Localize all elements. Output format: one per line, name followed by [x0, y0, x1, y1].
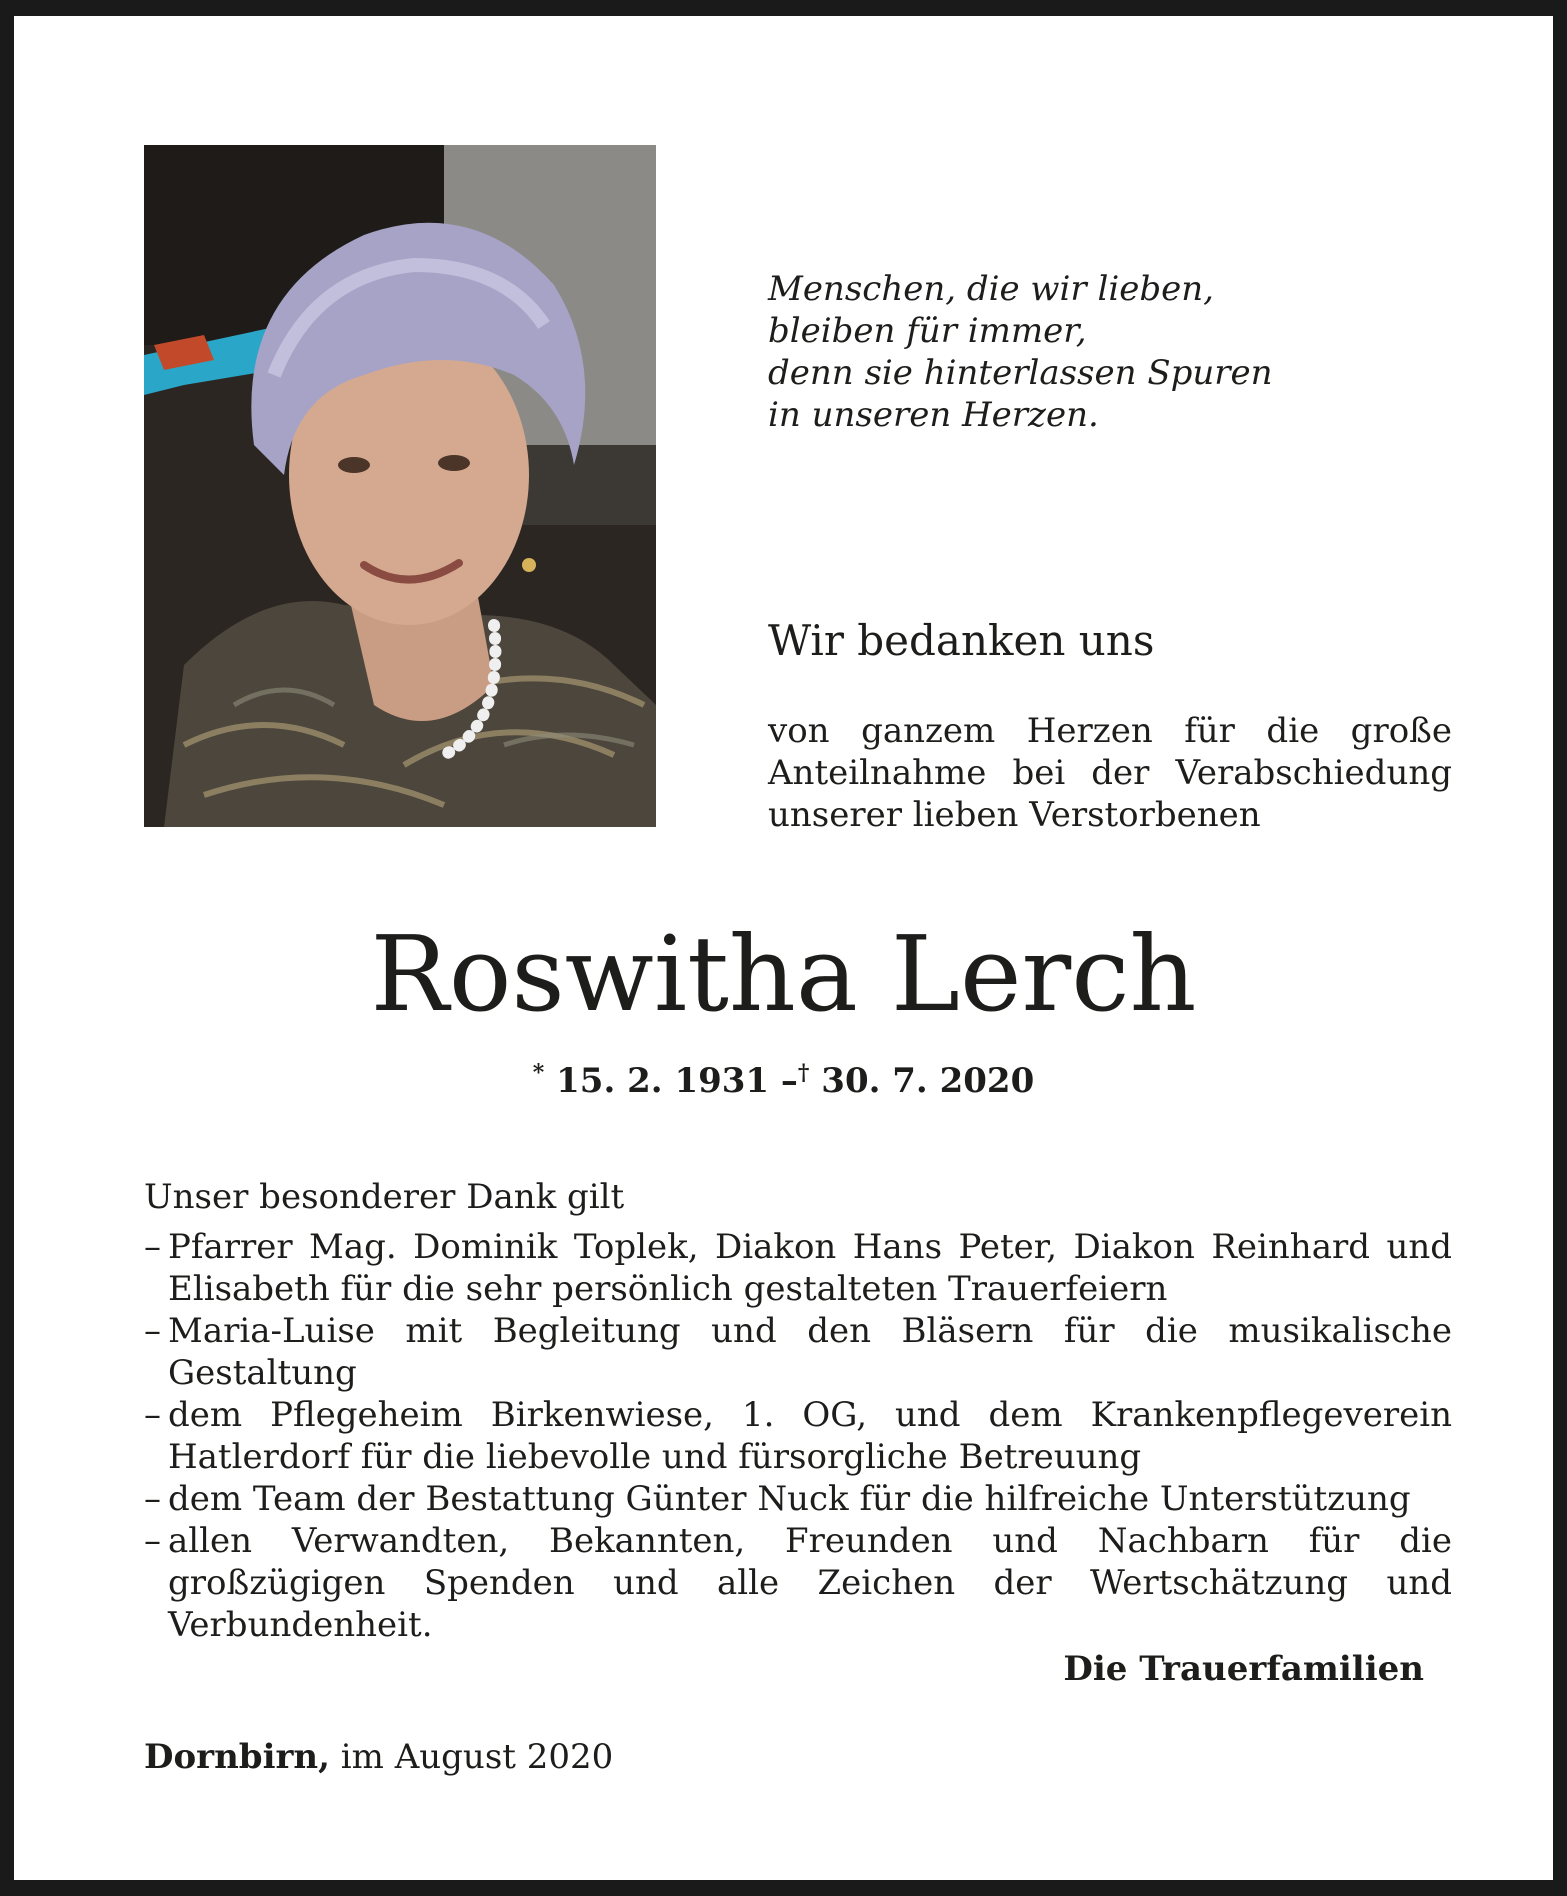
dash-bullet: – — [144, 1395, 161, 1435]
birth-date: 15. 2. 1931 — [556, 1061, 770, 1101]
portrait-photo — [144, 145, 656, 827]
list-item-text: Pfarrer Mag. Dominik Toplek, Diakon Hans Peter, Diakon Reinhard und Elisabeth für die sehr persönlich gestalteten Trauerfeiern — [168, 1227, 1452, 1309]
special-thanks-list — [144, 1226, 1452, 1646]
dash-bullet: – — [144, 1479, 161, 1519]
list-item — [144, 1478, 1452, 1520]
deceased-name: Roswitha Lerch — [370, 913, 1197, 1035]
date-separator: – — [780, 1061, 798, 1101]
place-date — [144, 1736, 613, 1778]
list-item — [144, 1226, 1452, 1310]
thanks-text: von ganzem Herzen für die große Anteilnahme bei der Verabschiedung unserer lieben Verstorbenen — [768, 711, 1452, 835]
birth-symbol: * — [532, 1060, 545, 1086]
thanks-heading: Wir bedanken uns — [768, 616, 1155, 665]
list-item-text: Maria-Luise mit Begleitung und den Bläsern für die musikalische Gestaltung — [168, 1311, 1452, 1393]
list-item — [144, 1310, 1452, 1394]
death-symbol: † — [797, 1060, 810, 1086]
place-date-text: im August 2020 — [340, 1737, 614, 1777]
dash-bullet: – — [144, 1521, 161, 1561]
quote-line: in unseren Herzen. — [768, 395, 1099, 435]
list-item — [144, 1394, 1452, 1478]
signature: Die Trauerfamilien — [1063, 1649, 1424, 1689]
list-item-text: dem Team der Bestattung Günter Nuck für die hilfreiche Unterstützung — [168, 1479, 1411, 1519]
list-item-text: dem Pflegeheim Birkenwiese, 1. OG, und dem Krankenpflegeverein Hatlerdorf für die liebevolle und fürsorgliche Betreuung — [168, 1395, 1452, 1477]
quote-line: Menschen, die wir lieben, — [768, 269, 1214, 309]
place-city: Dornbirn, — [144, 1737, 330, 1777]
list-item — [144, 1520, 1452, 1646]
dash-bullet: – — [144, 1311, 161, 1351]
death-date: 30. 7. 2020 — [821, 1061, 1035, 1101]
portrait-illustration — [144, 145, 656, 827]
life-dates — [14, 1052, 1553, 1102]
dash-bullet: – — [144, 1227, 161, 1267]
memorial-quote — [768, 268, 1468, 436]
quote-line: denn sie hinterlassen Spuren — [768, 353, 1273, 393]
special-thanks-intro: Unser besonderer Dank gilt — [144, 1177, 625, 1217]
quote-line: bleiben für immer, — [768, 311, 1087, 351]
list-item-text: allen Verwandten, Bekannten, Freunden und Nachbarn für die großzügigen Spenden und alle Zeichen der Wertschätzung und Verbundenheit. — [168, 1521, 1452, 1645]
